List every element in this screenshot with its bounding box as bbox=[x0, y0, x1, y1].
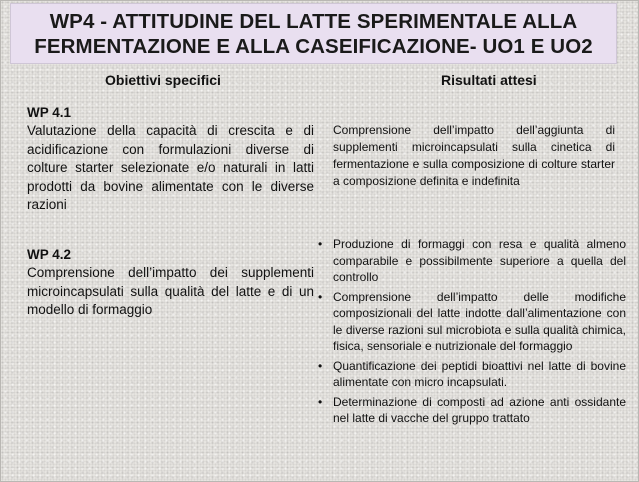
result-text: Determinazione di composti ad azione anti ossidante nel latte di vacche del gruppo trattato bbox=[333, 394, 626, 425]
header-objectives: Obiettivi specifici bbox=[105, 72, 221, 88]
title-line-1: WP4 - ATTITUDINE DEL LATTE SPERIMENTALE ALLA bbox=[49, 9, 578, 33]
bullet-icon: • bbox=[318, 358, 323, 373]
wp42-label: WP 4.2 bbox=[27, 247, 72, 262]
result-text: Comprensione dell’impatto delle modifiche composizionali del latte indotte dall’alimentazione con le diverse razioni sul microbiota e sulla qualità chimica, fisica, sensoriale e nutrizionale del formaggio bbox=[333, 289, 626, 353]
wp42-objective-text: Comprensione dell’impatto dei supplementi microincapsulati sulla qualità del latte e di un modello di formaggio bbox=[27, 265, 314, 317]
list-item bbox=[318, 289, 626, 355]
header-results: Risultati attesi bbox=[441, 72, 537, 88]
wp41-objective-text: Valutazione della capacità di crescita e di acidificazione con formulazioni diverse di colture starter selezionate e/o naturali in latti prodotti da bovine alimentate con le diverse razioni bbox=[27, 123, 314, 212]
list-item bbox=[318, 358, 626, 391]
wp42-results-list bbox=[318, 236, 626, 430]
bullet-icon: • bbox=[318, 289, 323, 304]
title-box bbox=[10, 3, 617, 64]
list-item bbox=[318, 236, 626, 286]
result-text: Quantificazione dei peptidi bioattivi nel latte di bovine alimentate con micro incapsulati. bbox=[333, 358, 626, 389]
wp41-result-text: Comprensione dell’impatto dell’aggiunta di supplementi microincapsulati sulla cinetica di fermentazione e sulla composizione di colture starter a composizione definita e indefinita bbox=[333, 123, 615, 188]
bullet-icon: • bbox=[318, 237, 323, 251]
wp42-objective-block bbox=[27, 246, 314, 320]
title-line-2: FERMENTAZIONE E ALLA CASEIFICAZIONE- UO1 E UO2 bbox=[34, 34, 593, 58]
wp41-label: WP 4.1 bbox=[27, 105, 72, 120]
bullet-icon: • bbox=[318, 394, 323, 409]
list-item bbox=[318, 394, 626, 427]
result-text: Produzione di formaggi con resa e qualità almeno comparabile e possibilmente superiore a quella del controllo bbox=[333, 237, 626, 284]
wp41-objective-block bbox=[27, 104, 314, 215]
